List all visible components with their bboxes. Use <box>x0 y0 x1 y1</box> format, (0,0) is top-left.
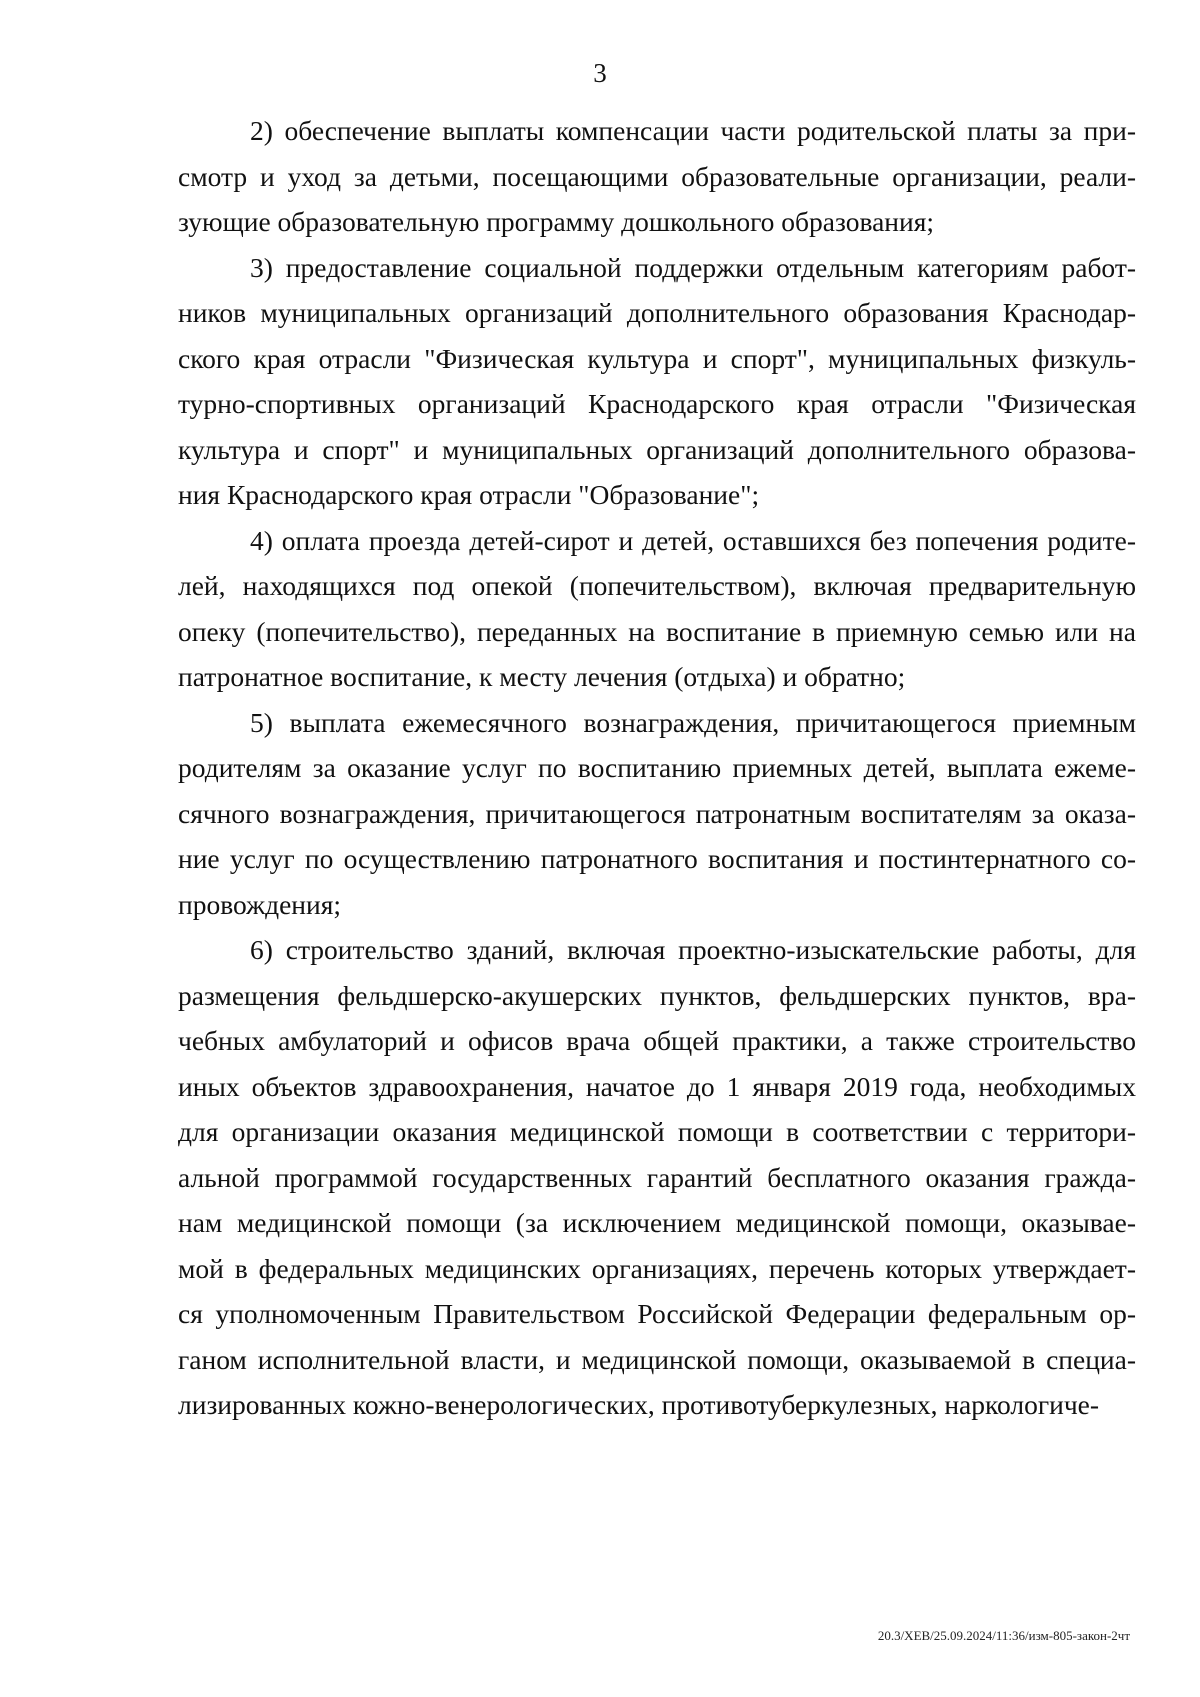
text-line: ганом исполнительной власти, и медицинской помощи, оказываемой в специа- <box>178 1343 1136 1375</box>
text-line: патронатное воспитание, к месту лечения (отдыха) и обратно; <box>178 661 906 692</box>
text-line: ского края отрасли "Физическая культура и спорт", муниципальных физкуль- <box>178 342 1136 374</box>
text-line: ния Краснодарского края отрасли "Образование"; <box>178 479 760 510</box>
page-number: 3 <box>593 58 607 88</box>
paragraph <box>178 927 1136 1428</box>
text-line: для организации оказания медицинской помощи в соответствии с территори- <box>178 1116 1136 1147</box>
text-line: 2) обеспечение выплаты компенсации части родительской платы за при- <box>250 115 1136 146</box>
text-line: турно-спортивных организаций Краснодарского края отрасли "Физическая <box>178 388 1136 419</box>
text-line: смотр и уход за детьми, посещающими образовательные организации, реали- <box>178 160 1136 192</box>
document-body <box>178 108 1136 1428</box>
text-line: родителям за оказание услуг по воспитанию приемных детей, выплата ежеме- <box>178 752 1136 783</box>
text-line: лей, находящихся под опекой (попечительством), включая предварительную <box>178 570 1136 601</box>
text-line: 5) выплата ежемесячного вознаграждения, причитающегося приемным <box>250 706 1136 738</box>
text-line: мой в федеральных медицинских организациях, перечень которых утверждает- <box>178 1252 1136 1284</box>
text-line: культура и спорт" и муниципальных организаций дополнительного образова- <box>178 433 1136 465</box>
text-line: провождения; <box>178 888 341 920</box>
text-line: 4) оплата проезда детей-сирот и детей, оставшихся без попечения родите- <box>250 524 1136 556</box>
paragraph <box>178 518 1136 700</box>
paragraph <box>178 108 1136 245</box>
text-line: лизированных кожно-венерологических, противотуберкулезных, наркологиче- <box>178 1389 1100 1420</box>
text-line: опеку (попечительство), переданных на воспитание в приемную семью или на <box>178 615 1136 647</box>
text-line: альной программой государственных гарантий бесплатного оказания гражда- <box>178 1161 1136 1193</box>
text-line: нам медицинской помощи (за исключением медицинской помощи, оказывае- <box>178 1207 1136 1238</box>
text-line: ников муниципальных организаций дополнительного образования Краснодар- <box>178 297 1136 328</box>
text-line: зующие образовательную программу дошкольного образования; <box>178 206 934 237</box>
text-line: ние услуг по осуществлению патронатного воспитания и постинтернатного со- <box>178 843 1136 874</box>
paragraph <box>178 700 1136 928</box>
text-line: сячного вознаграждения, причитающегося патронатным воспитателям за оказа- <box>178 797 1136 829</box>
text-line: иных объектов здравоохранения, начатое до 1 января 2019 года, необходимых <box>178 1070 1136 1102</box>
text-line: ся уполномоченным Правительством Российской Федерации федеральным ор- <box>178 1298 1136 1329</box>
footer-document-code: 20.3/ХЕВ/25.09.2024/11:36/изм-805-закон-2чт <box>877 1628 1130 1643</box>
text-line: размещения фельдшерско-акушерских пунктов, фельдшерских пунктов, вра- <box>178 979 1136 1011</box>
paragraph <box>178 245 1136 518</box>
text-line: 3) предоставление социальной поддержки отдельным категориям работ- <box>250 251 1136 283</box>
text-line: 6) строительство зданий, включая проектно-изыскательские работы, для <box>250 934 1136 965</box>
text-line: чебных амбулаторий и офисов врача общей практики, а также строительство <box>178 1025 1136 1056</box>
